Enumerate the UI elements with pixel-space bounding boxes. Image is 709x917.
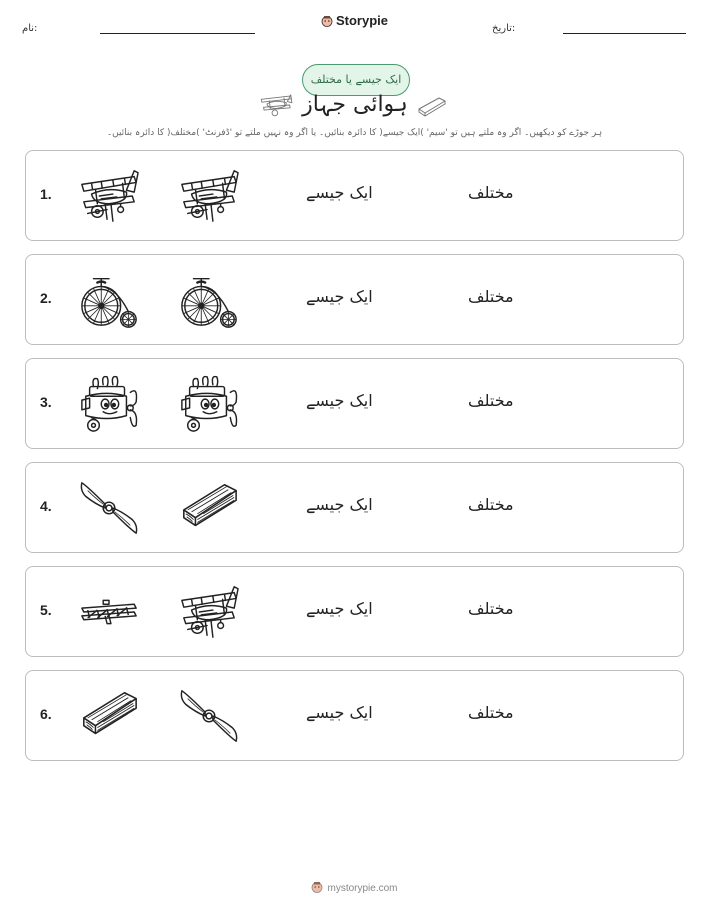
question-row — [25, 150, 684, 241]
option-same[interactable]: ایک جیسے — [306, 495, 373, 514]
storypie-logo-icon — [311, 881, 323, 893]
name-line[interactable] — [100, 33, 255, 34]
question-row — [25, 670, 684, 761]
propeller-icon — [78, 477, 140, 539]
brand-logo — [0, 13, 709, 28]
question-row — [25, 462, 684, 553]
topic-badge: ایک جیسے یا مختلف — [302, 64, 410, 96]
wood-plank-icon — [78, 685, 140, 747]
option-same[interactable]: ایک جیسے — [306, 599, 373, 618]
page-title: ہوائی جہاز — [302, 92, 408, 117]
date-label: تاریخ: — [492, 23, 516, 34]
footer — [0, 881, 709, 894]
title-biplane-icon — [258, 88, 294, 122]
biplane-icon — [78, 165, 140, 227]
question-number: 5. — [40, 602, 52, 618]
instructions: ہر جوڑے کو دیکھیں۔ اگر وہ ملتے ہیں تو 'سیم' )ایک جیسے( کا دائرہ بنائیں۔ یا اگر وہ نہیں ملتے تو 'ڈفرنٹ' )مختلف( کا دائرہ بنائیں۔ — [106, 128, 603, 138]
question-number: 1. — [40, 186, 52, 202]
option-different[interactable]: مختلف — [468, 495, 514, 514]
brand-name: Storypie — [335, 13, 388, 28]
question-row — [25, 254, 684, 345]
biplane-icon — [178, 581, 240, 643]
biplane-icon — [178, 165, 240, 227]
option-different[interactable]: مختلف — [468, 703, 514, 722]
question-number: 3. — [40, 394, 52, 410]
option-different[interactable]: مختلف — [468, 287, 514, 306]
name-label: نام: — [22, 23, 38, 34]
title-plank-icon — [416, 94, 448, 118]
date-line[interactable] — [563, 33, 686, 34]
option-different[interactable]: مختلف — [468, 183, 514, 202]
option-different[interactable]: مختلف — [468, 391, 514, 410]
penny-farthing-icon — [178, 269, 240, 331]
option-same[interactable]: ایک جیسے — [306, 703, 373, 722]
penny-farthing-icon — [78, 269, 140, 331]
question-number: 2. — [40, 290, 52, 306]
question-number: 6. — [40, 706, 52, 722]
cartoon-plane-icon — [78, 373, 140, 435]
option-different[interactable]: مختلف — [468, 599, 514, 618]
propeller-icon — [178, 685, 240, 747]
option-same[interactable]: ایک جیسے — [306, 391, 373, 410]
question-row — [25, 566, 684, 657]
cartoon-plane-icon — [178, 373, 240, 435]
footer-url[interactable]: mystorypie.com — [327, 883, 398, 894]
option-same[interactable]: ایک جیسے — [306, 287, 373, 306]
question-number: 4. — [40, 498, 52, 514]
wood-plank-icon — [178, 477, 240, 539]
glider-icon — [78, 581, 140, 643]
option-same[interactable]: ایک جیسے — [306, 183, 373, 202]
storypie-logo-icon — [321, 15, 333, 27]
question-row — [25, 358, 684, 449]
